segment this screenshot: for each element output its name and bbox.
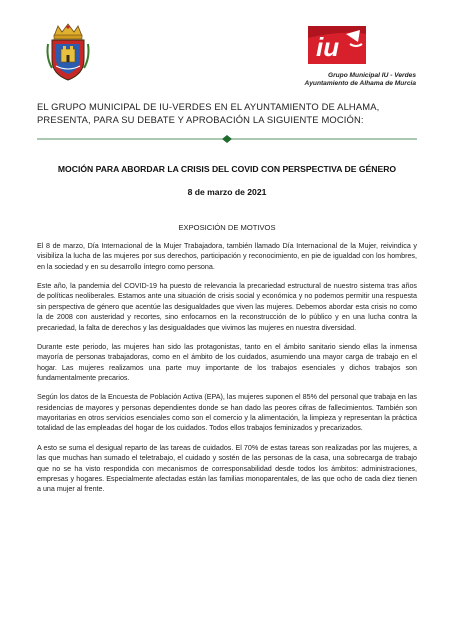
paragraph: Este año, la pandemia del COVID-19 ha puesto de relevancia la precariedad estructural de nuestro sistema tras años de políticas neoliberales. Estamos ante una situación de crisis social y económica y no podemos permitir una respuesta sin perspectiva de género que acentúe las desigualdades que viven las mujeres. Debemos abordar esta crisis no como la de 2008 con austeridad y recortes, sino enfocarnos en la reconstrucción de lo público y en una lucha contra la precariedad, la falta de derechos y las desigualdades que vivimos las mujeres en nuestra diversidad. bbox=[37, 282, 417, 332]
decorative-divider bbox=[37, 134, 417, 144]
party-name-block bbox=[304, 72, 416, 88]
party-name: Grupo Municipal IU - Verdes bbox=[327, 72, 416, 79]
paragraph: Según los datos de la Encuesta de Población Activa (EPA), las mujeres suponen el 85% del personal que trabaja en las residencias de mayores y personas dependientes donde se han dado las peores cifras de fallecimientos. También son mayoritarias en otros servicios esenciales como son el comercio y la alimentación, la limpieza y representan la práctica totalidad de las empleadas del hogar de los cuidados. Todos ellos trabajos feminizados y precarizados. bbox=[37, 393, 417, 433]
municipal-crest-logo bbox=[44, 22, 92, 82]
logo-text: iu bbox=[316, 32, 340, 62]
motion-date: 8 de marzo de 2021 bbox=[187, 187, 267, 197]
section-title: EXPOSICIÓN DE MOTIVOS bbox=[178, 223, 276, 232]
body-text bbox=[37, 241, 417, 504]
paragraph: Durante este periodo, las mujeres han sido las protagonistas, tanto en el ámbito sanitario siendo ellas la inmensa mayoría de personas trabajadoras, como en el ámbito de los cuidados, asumiendo una mayor carga de trabajo en el hogar. Las mujeres realizamos una parte muy importante de los trabajos esenciales y dichos trabajos son fundamentalmente precarios. bbox=[37, 342, 417, 383]
intro-statement: EL GRUPO MUNICIPAL DE IU-VERDES EN EL AYUNTAMIENTO DE ALHAMA, PRESENTA, PARA SU DEBATE Y APROBACIÓN LA SIGUIENTE MOCIÓN: bbox=[37, 101, 380, 125]
paragraph: A esto se suma el desigual reparto de las tareas de cuidados. El 70% de estas tareas son realizadas por las mujeres, a las que muchas han sumado el teletrabajo, el cuidado y sostén de las personas de la casa, una sobrecarga de trabajo que no se ha visto respondida con mecanismos de corresponsabilidad desde todos los ámbitos: administraciones, empresas y hogares. Especialmente afectadas están las familias monoparentales, de las que ocho de cada diez tienen a una mujer al frente. bbox=[37, 443, 417, 494]
paragraph: El 8 de marzo, Día Internacional de la Mujer Trabajadora, también llamado Día Internacional de la Mujer, reivindica y visibiliza la lucha de las mujeres por sus derechos, participación y reconocimiento, en pie de igualdad con los hombres, en la sociedad y en su desarrollo íntegro como persona. bbox=[37, 242, 417, 271]
council-name: Ayuntamiento de Alhama de Murcia bbox=[304, 80, 416, 87]
motion-title: MOCIÓN PARA ABORDAR LA CRISIS DEL COVID CON PERSPECTIVA DE GÉNERO bbox=[57, 164, 397, 174]
iu-verdes-logo bbox=[302, 20, 374, 72]
